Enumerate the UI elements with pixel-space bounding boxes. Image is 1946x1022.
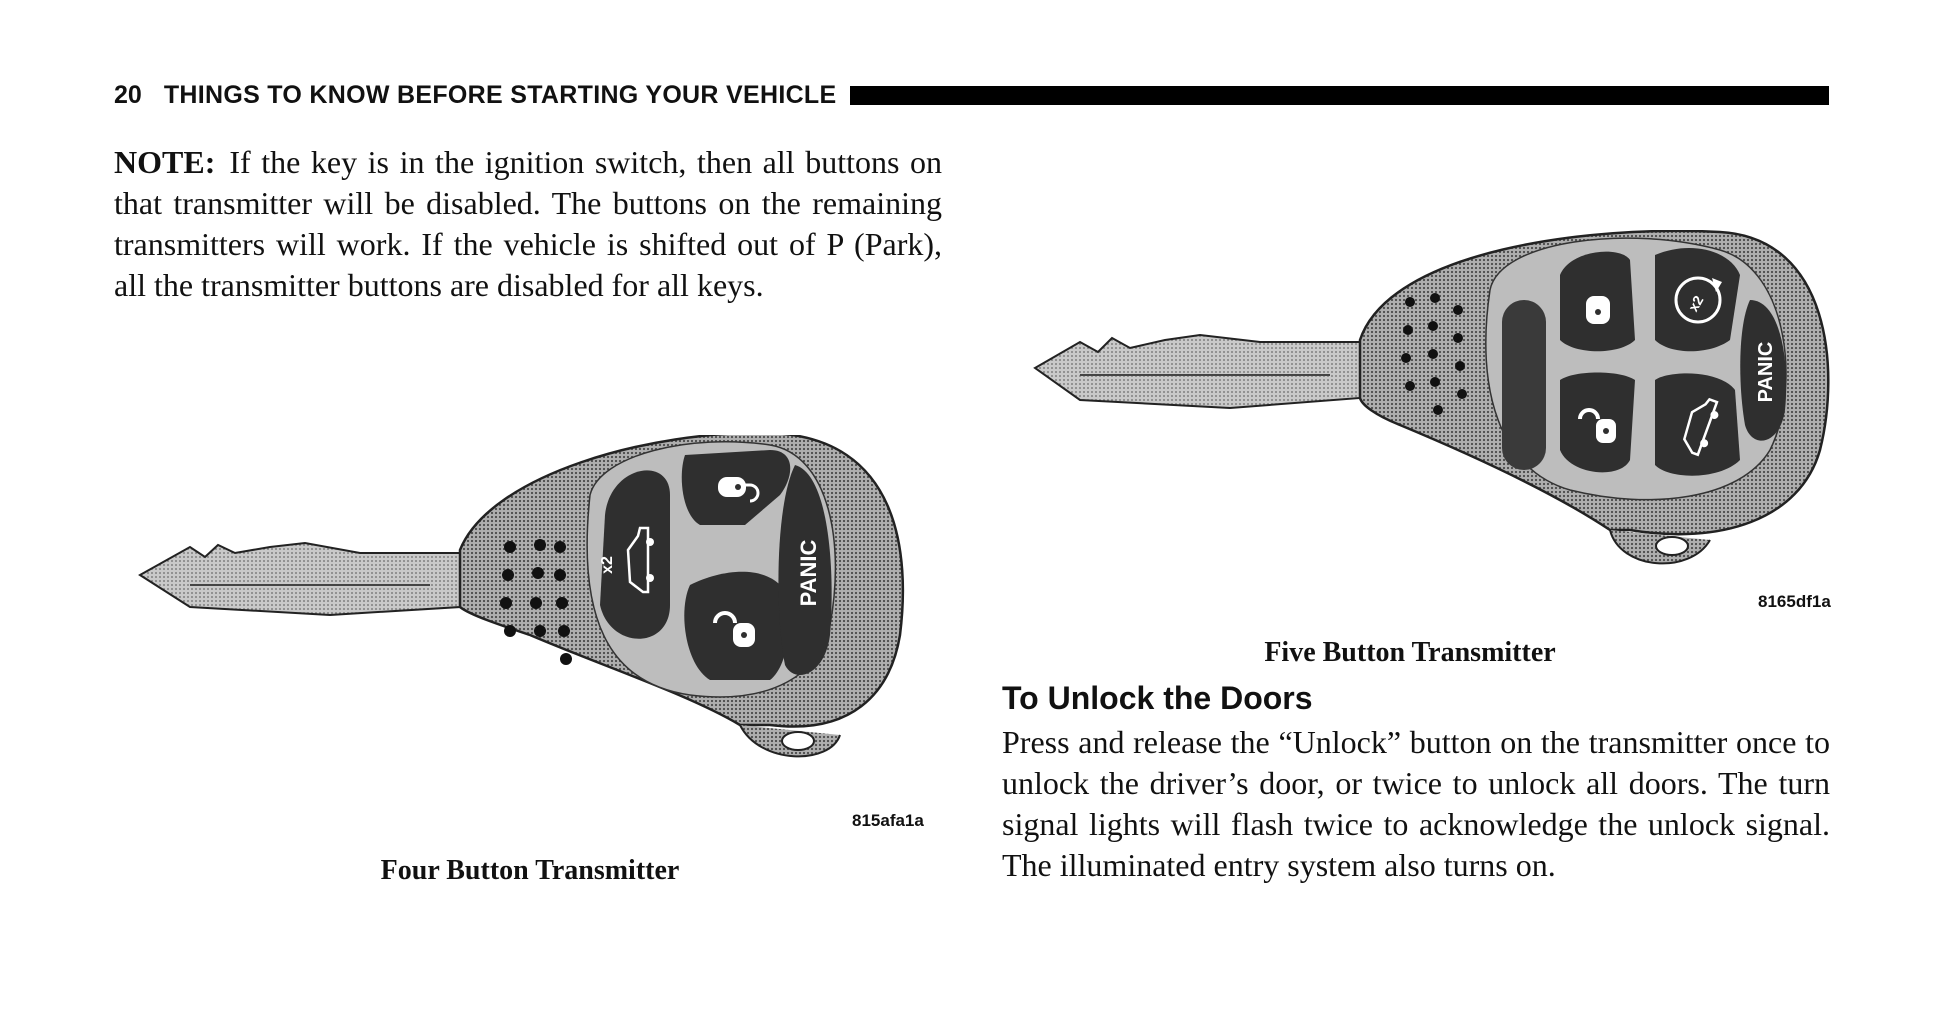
key-blade (140, 543, 460, 615)
section-title: THINGS TO KNOW BEFORE STARTING YOUR VEHICLE (163, 80, 837, 109)
trunk-button (1655, 373, 1740, 475)
five-button-key-illustration (1030, 230, 1850, 610)
panic-label: PANIC (796, 539, 821, 607)
page-number: 20 (114, 80, 142, 109)
panic-label: PANIC (1755, 341, 1777, 403)
lock-icon (1586, 296, 1610, 324)
four-button-transmitter-figure (130, 435, 930, 830)
x2-label: x2 (599, 556, 616, 574)
section-heading: To Unlock the Doors (1002, 680, 1313, 716)
five-button-caption: Five Button Transmitter (1264, 637, 1556, 668)
four-button-key-illustration (130, 435, 930, 795)
note-label: NOTE: (114, 144, 216, 180)
page-header (114, 80, 1829, 110)
key-blade (1035, 335, 1360, 408)
five-button-transmitter-figure (1030, 230, 1850, 610)
figure-code: 815afa1a (852, 811, 924, 830)
note-text: If the key is in the ignition switch, then all buttons on that transmitter will be disabled. The buttons on the remaining transmitters will work. If the vehicle is shifted out of P (Park), all the transmitter buttons are disabled for all keys. (114, 144, 942, 303)
x2-label: x2 (1684, 292, 1707, 315)
unlock-paragraph: Press and release the “Unlock” button on the transmitter once to unlock the driver’s door, or twice to unlock all doors. The turn signal lights will flash twice to acknowledge the unlock signal. The illuminated entry system also turns on. (1002, 724, 1830, 883)
four-button-caption: Four Button Transmitter (380, 855, 680, 886)
figure-code: 8165df1a (1758, 592, 1831, 611)
header-rule (850, 86, 1829, 105)
note-paragraph (114, 142, 942, 306)
remote-start-button (600, 470, 670, 638)
side-grip (1502, 300, 1546, 470)
